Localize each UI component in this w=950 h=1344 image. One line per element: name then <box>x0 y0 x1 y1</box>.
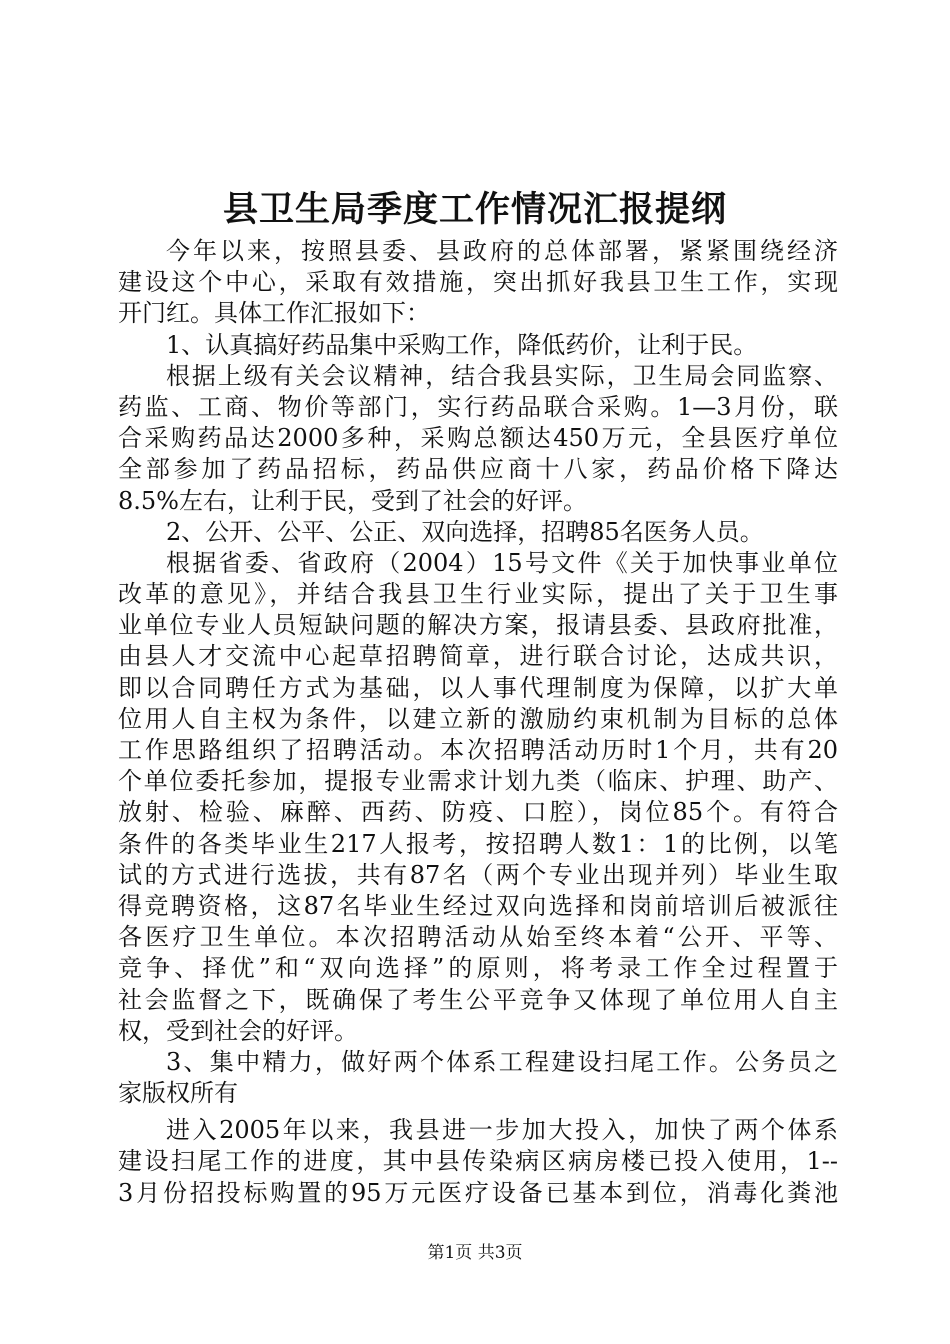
section-heading-1: 1、认真搞好药品集中采购工作，降低药价，让利于民。 <box>166 330 758 359</box>
text-line: 即以合同聘任方式为基础，以人事代理制度为保障，以扩大单 <box>118 673 838 702</box>
text-line: 业单位专业人员短缺问题的解决方案，报请县委、县政府批准， <box>118 611 838 640</box>
page-footer: 第1页 共3页 <box>427 1243 523 1263</box>
text-line: 进入2005年以来，我县进一步加大投入，加快了两个体系 <box>166 1116 838 1145</box>
text-line: 个单位委托参加，提报专业需求计划九类（临床、护理、助产、 <box>118 767 838 796</box>
text-line: 建设扫尾工作的进度，其中县传染病区病房楼已投入使用，1-- <box>118 1147 838 1176</box>
text-line: 由县人才交流中心起草招聘简章，进行联合讨论，达成共识， <box>118 642 838 671</box>
text-line: 根据上级有关会议精神，结合我县实际，卫生局会同监察、 <box>166 361 838 390</box>
text-line: 社会监督之下，既确保了考生公平竞争又体现了单位用人自主 <box>118 985 838 1014</box>
text-line: 今年以来，按照县委、县政府的总体部署，紧紧围绕经济 <box>166 237 838 265</box>
text-line: 改革的意见》，并结合我县卫生行业实际，提出了关于卫生事 <box>118 580 838 609</box>
text-line: 家版权所有 <box>118 1079 238 1108</box>
section-heading-3: 3、集中精力，做好两个体系工程建设扫尾工作。公务员之 <box>166 1047 838 1076</box>
text-line: 合采购药品达2000多种，采购总额达450万元，全县医疗单位 <box>118 424 838 453</box>
text-line: 各医疗卫生单位。本次招聘活动从始至终本着“公开、平等、 <box>118 923 838 952</box>
text-line: 开门红。具体工作汇报如下： <box>118 299 430 328</box>
section-heading-2: 2、公开、公平、公正、双向选择，招聘85名医务人员。 <box>166 517 764 546</box>
document-body <box>118 236 838 1209</box>
text-line: 放射、检验、麻醉、西药、防疫、口腔），岗位85个。有符合 <box>118 798 838 827</box>
text-line: 权，受到社会的好评。 <box>118 1016 358 1045</box>
text-line: 工作思路组织了招聘活动。本次招聘活动历时1个月，共有20 <box>118 736 838 764</box>
text-line: 根据省委、省政府（2004）15号文件《关于加快事业单位 <box>166 548 838 577</box>
text-line: 竞争、择优”和“双向选择”的原则，将考录工作全过程置于 <box>118 954 838 983</box>
text-line: 试的方式进行选拔，共有87名（两个专业出现并列）毕业生取 <box>118 860 838 889</box>
text-line: 得竞聘资格，这87名毕业生经过双向选择和岗前培训后被派往 <box>118 891 838 920</box>
text-line: 3月份招投标购置的95万元医疗设备已基本到位，消毒化粪池 <box>118 1178 838 1207</box>
document-title: 县卫生局季度工作情况汇报提纲 <box>222 189 727 230</box>
text-line: 建设这个中心，采取有效措施，突出抓好我县卫生工作，实现 <box>118 268 838 297</box>
text-line: 全部参加了药品招标，药品供应商十八家，药品价格下降达 <box>118 455 838 484</box>
text-line: 条件的各类毕业生217人报考，按招聘人数1：1的比例，以笔 <box>118 829 838 858</box>
text-line: 8.5%左右，让利于民，受到了社会的好评。 <box>118 486 587 515</box>
text-line: 位用人自主权为条件，以建立新的激励约束机制为目标的总体 <box>118 704 838 733</box>
text-line: 药监、工商、物价等部门，实行药品联合采购。1—3月份，联 <box>118 392 838 421</box>
